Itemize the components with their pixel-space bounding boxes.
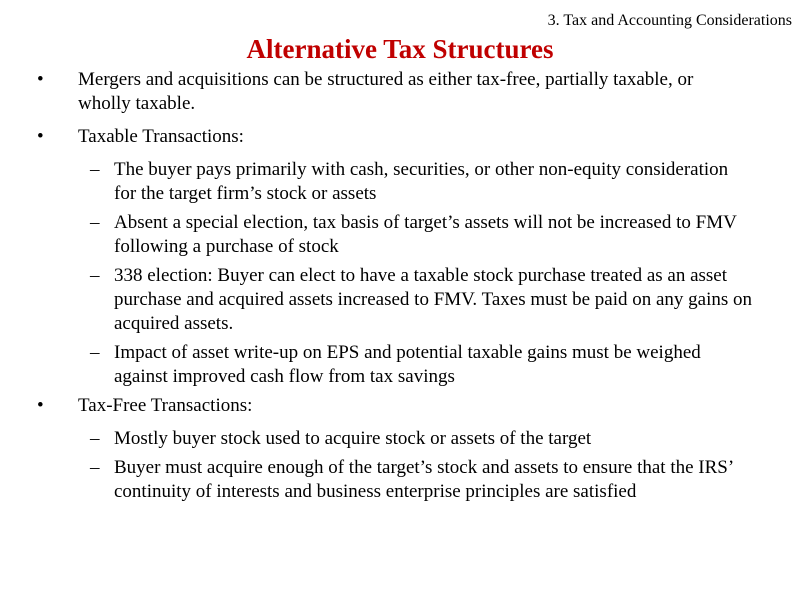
bullet-text: Taxable Transactions: xyxy=(78,126,244,147)
sub-bullet-text: Impact of asset write-up on EPS and potential taxable gains must be weighed against improved cash flow from tax savings xyxy=(114,342,701,387)
dash-marker: – xyxy=(90,342,100,363)
sub-bullet-text: Buyer must acquire enough of the target’s stock and assets to ensure that the IRS’ continuity of interests and business enterprise principles are satisfied xyxy=(114,457,733,502)
sub-bullet-text: Mostly buyer stock used to acquire stock or assets of the target xyxy=(114,428,592,449)
sub-bullet-item-eps-impact xyxy=(0,341,754,389)
dash-marker: – xyxy=(90,457,100,478)
sub-bullet-item-payment xyxy=(0,158,754,206)
sub-bullet-text: 338 election: Buyer can elect to have a taxable stock purchase treated as an asset purchase and acquired assets increased to FMV. Taxes must be paid on any gains on acquired assets. xyxy=(114,265,753,334)
bullet-text: Tax-Free Transactions: xyxy=(78,395,253,416)
sub-bullet-item-338-election xyxy=(0,264,754,336)
section-label: 3. Tax and Accounting Considerations xyxy=(547,12,792,29)
slide-title: Alternative Tax Structures xyxy=(246,34,554,64)
sub-bullet-item-continuity xyxy=(0,456,754,504)
dash-marker: – xyxy=(90,212,100,233)
bullet-marker: • xyxy=(37,395,44,416)
bullet-marker: • xyxy=(37,69,44,90)
bullet-item-taxable-transactions xyxy=(0,125,718,149)
bullet-item-tax-free-transactions xyxy=(0,394,718,418)
sub-bullet-text: Absent a special election, tax basis of target’s assets will not be increased to FMV following a purchase of stock xyxy=(114,212,737,257)
sub-bullet-item-buyer-stock xyxy=(0,427,754,451)
bullet-text: Mergers and acquisitions can be structured as either tax-free, partially taxable, or wholly taxable. xyxy=(78,69,694,114)
dash-marker: – xyxy=(90,265,100,286)
dash-marker: – xyxy=(90,428,100,449)
sub-bullet-item-tax-basis xyxy=(0,211,754,259)
bullet-item-overview xyxy=(0,68,718,116)
dash-marker: – xyxy=(90,159,100,180)
bullet-list xyxy=(0,68,800,509)
sub-bullet-text: The buyer pays primarily with cash, securities, or other non-equity consideration for the target firm’s stock or assets xyxy=(114,159,729,204)
bullet-marker: • xyxy=(37,126,44,147)
